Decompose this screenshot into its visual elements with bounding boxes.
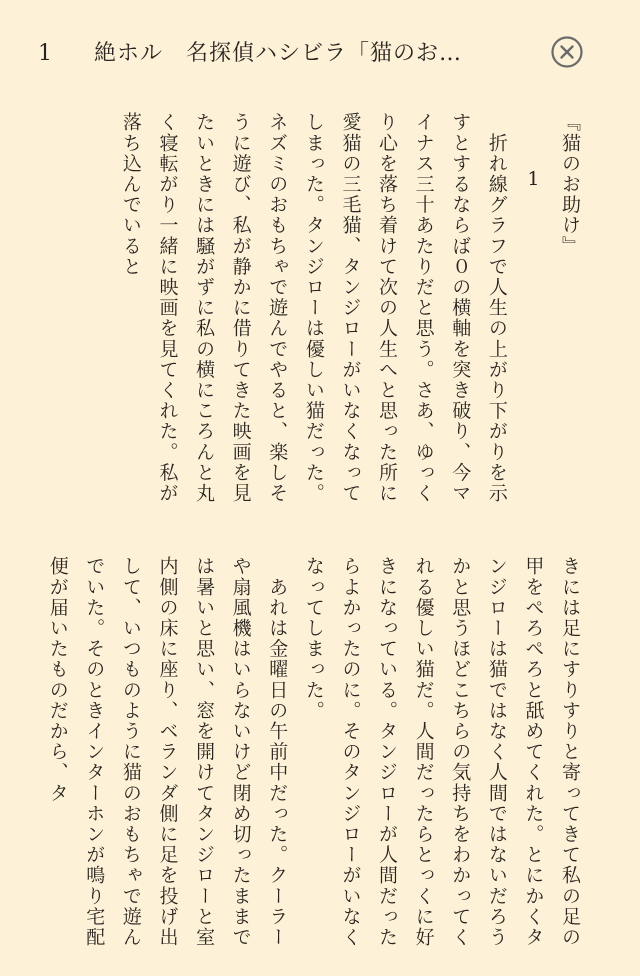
section-title: 『猫のお助け』 bbox=[559, 112, 581, 257]
reader-header bbox=[0, 0, 640, 104]
close-circle-icon bbox=[551, 36, 583, 68]
body-paragraph: あれは金曜日の午前中だった。クーラーや扇風機はいらないけど閉め切ったままでは暑いと思い、窓を開けてタンジローと室内側の床に座り、ベランダ側に足を投げ出して、いつものように猫のおもちゃで遊んでいた。そのときインターホンが鳴り宅配便が届いたものだから、タ bbox=[46, 556, 289, 948]
page-number: 1 bbox=[38, 41, 52, 66]
body-paragraph: 折れ線グラフで人生の上がり下がりを示すとするならば０の横軸を突き破り、今マイナス三十あたりだと思う。さあ、ゆっくり心を落ち着けて次の人生へと思った所に愛猫の三毛猫、タンジローがいなくなってしまった。タンジローは優しい猫だった。ネズミのおもちゃで遊んでやると、楽しそうに遊び、私が静かに借りてきた映画を見たいときには騒がずに私の横にころんと丸く寝転がり一緒に映画を見てくれた。私が落ち込んでいると bbox=[119, 112, 508, 504]
page-2-text bbox=[46, 556, 588, 956]
chapter-number: 1 bbox=[522, 168, 545, 192]
book-title: 絶ホル 名探偵ハシビラ「猫のお… bbox=[94, 41, 463, 66]
body-paragraph: きには足にすりすりと寄ってきて私の足の甲をぺろぺろと舐めてくれた。とにかくタンジローは猫ではなく人間ではないだろうかと思うほどこちらの気持ちをわかってくれる優しい猫だ。人間だったらとっくに好きになっている。タンジローが人間だったらよかったのに。そのタンジローがいなくなってしまった。 bbox=[302, 556, 581, 948]
page-1-text bbox=[50, 112, 588, 508]
close-button[interactable] bbox=[551, 36, 583, 68]
